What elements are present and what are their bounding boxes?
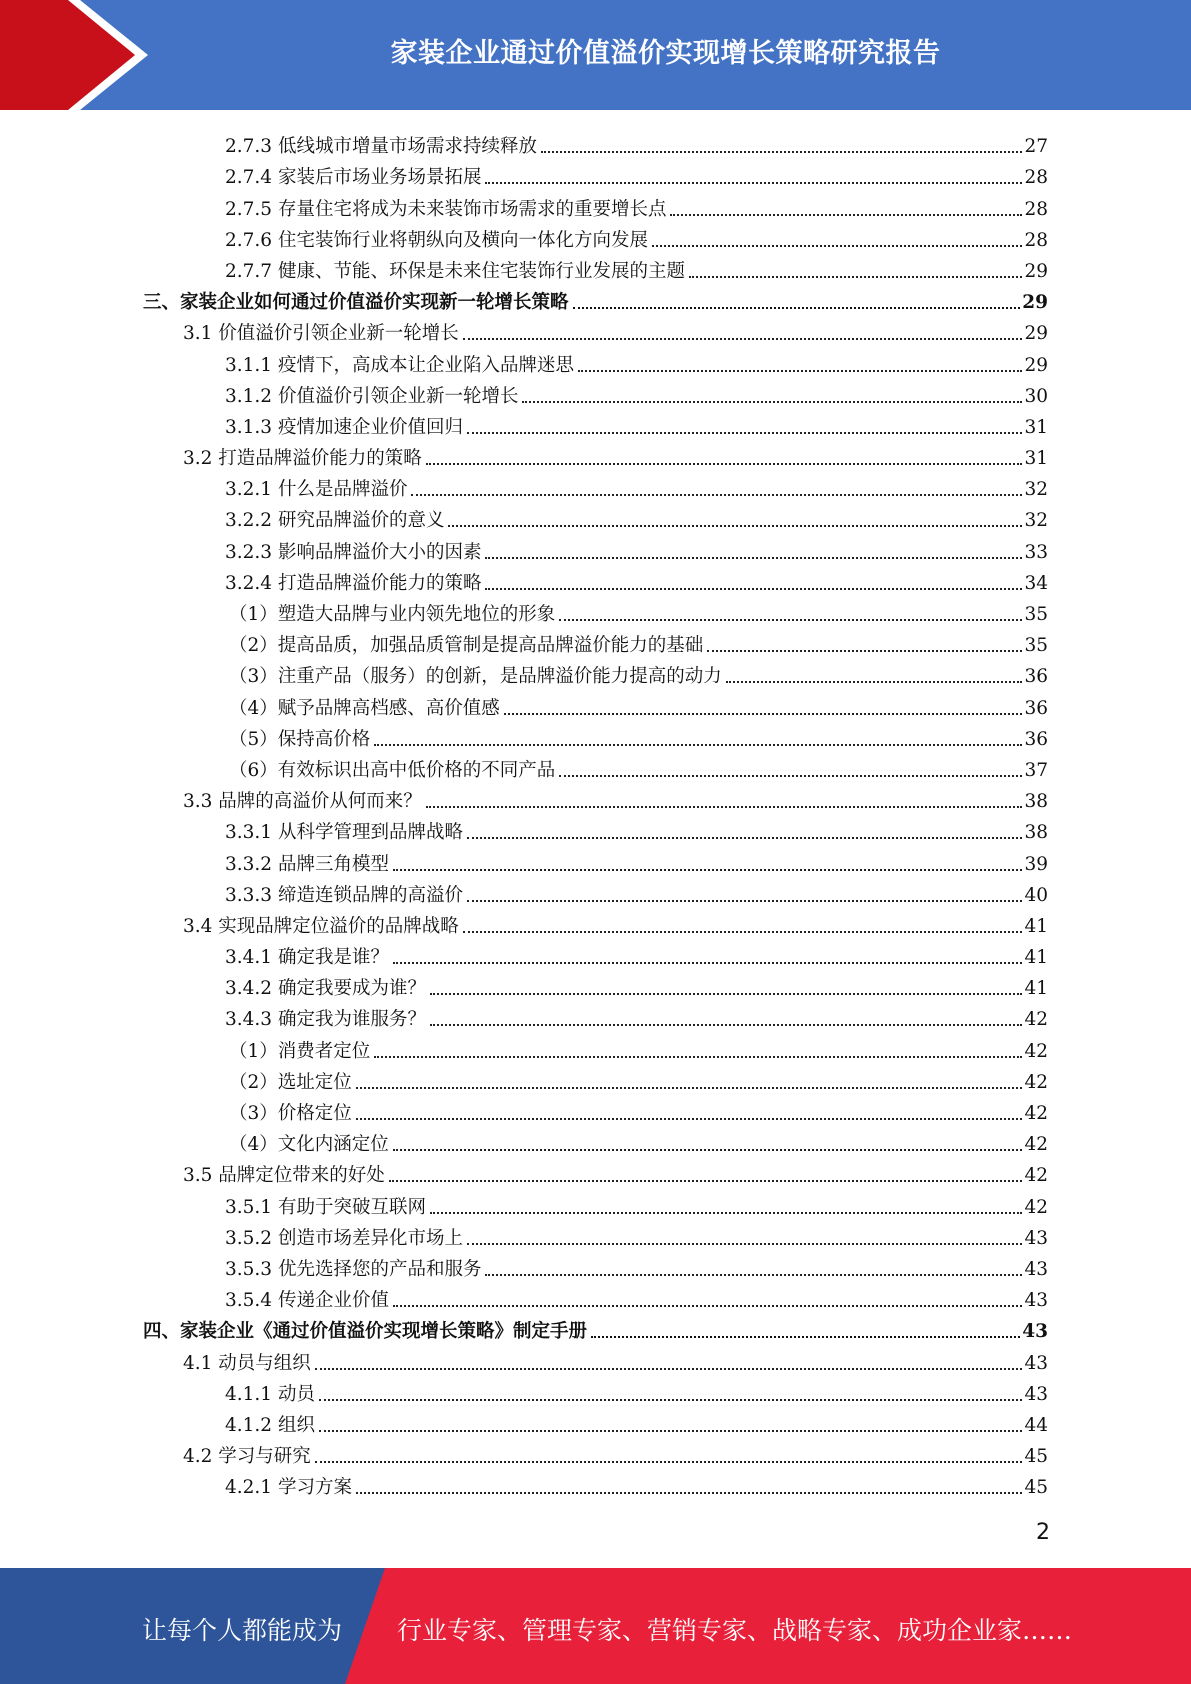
toc-entry[interactable]	[0, 1031, 1191, 1062]
toc-entry[interactable]	[0, 252, 1191, 283]
toc-entry-title: 4.1 动员与组织	[183, 1352, 311, 1374]
toc-dot-leader	[485, 182, 1022, 184]
toc-entry-page: 28	[1024, 229, 1048, 251]
toc-dot-leader	[426, 806, 1023, 808]
toc-entry-page: 45	[1024, 1446, 1048, 1468]
toc-dot-leader	[393, 1149, 1023, 1151]
toc-entry-page: 33	[1024, 541, 1048, 563]
toc-entry-title: 3.4.3 确定我为谁服务？	[225, 1009, 426, 1031]
toc-entry-title: 3.1.1 疫情下，高成本让企业陷入品牌迷思	[225, 354, 574, 376]
toc-dot-leader	[319, 1430, 1023, 1432]
toc-dot-leader	[430, 993, 1022, 995]
toc-entry[interactable]	[0, 969, 1191, 1000]
toc-entry[interactable]	[0, 938, 1191, 969]
footer-slogan-left: 让每个人都能成为	[142, 1616, 343, 1645]
toc-entry[interactable]	[0, 1219, 1191, 1250]
toc-entry[interactable]	[0, 1375, 1191, 1406]
toc-entry[interactable]	[0, 564, 1191, 595]
toc-dot-leader	[315, 1461, 1023, 1463]
toc-entry-page: 38	[1024, 791, 1048, 813]
toc-dot-leader	[411, 494, 1022, 496]
toc-entry-page: 32	[1024, 510, 1048, 532]
toc-dot-leader	[356, 1118, 1023, 1120]
toc-dot-leader	[591, 1336, 1020, 1338]
toc-dot-leader	[393, 1305, 1022, 1307]
toc-entry[interactable]	[0, 657, 1191, 688]
toc-entry-title: （3）注重产品（服务）的创新，是品牌溢价能力提高的动力	[229, 666, 722, 688]
toc-entry-title: 4.1.2 组织	[225, 1414, 315, 1436]
toc-entry-title: 3.5.2 创造市场差异化市场上	[225, 1227, 463, 1249]
toc-entry[interactable]	[0, 158, 1191, 189]
toc-entry[interactable]	[0, 1063, 1191, 1094]
toc-entry-page: 43	[1024, 1352, 1048, 1374]
toc-entry[interactable]	[0, 626, 1191, 657]
toc-dot-leader	[356, 1087, 1023, 1089]
toc-entry-title: 3.4.2 确定我要成为谁？	[225, 978, 426, 1000]
toc-entry-title: 3.5.3 优先选择您的产品和服务	[225, 1258, 482, 1280]
toc-entry-page: 30	[1024, 385, 1048, 407]
toc-entry[interactable]	[0, 1468, 1191, 1499]
toc-entry-page: 35	[1024, 604, 1048, 625]
toc-entry-title: 3.4.1 确定我是谁？	[225, 947, 389, 969]
toc-entry-title: 4.2 学习与研究	[183, 1446, 311, 1468]
toc-entry-page: 37	[1024, 759, 1048, 781]
toc-entry-title: 3.1 价值溢价引领企业新一轮增长	[183, 323, 459, 345]
toc-entry-title: （1）塑造大品牌与业内领先地位的形象	[229, 604, 556, 625]
toc-entry-title: 2.7.6 住宅装饰行业将朝纵向及横向一体化方向发展	[225, 229, 648, 251]
toc-entry-title: 3.3.2 品牌三角模型	[225, 853, 389, 875]
toc-dot-leader	[448, 525, 1022, 527]
page-footer	[0, 1568, 1191, 1684]
table-of-contents	[0, 127, 1191, 1499]
toc-entry-page: 43	[1024, 1290, 1048, 1312]
toc-entry-title: （6）有效标识出高中低价格的不同产品	[229, 759, 556, 781]
toc-dot-leader	[541, 151, 1022, 153]
toc-entry[interactable]	[0, 1281, 1191, 1312]
toc-entry-page: 29	[1024, 354, 1048, 376]
toc-dot-leader	[485, 1274, 1022, 1276]
toc-dot-leader	[485, 557, 1022, 559]
toc-entry[interactable]	[0, 189, 1191, 220]
toc-entry-title: （5）保持高价格	[229, 728, 371, 750]
toc-entry-title: 2.7.3 低线城市增量市场需求持续释放	[225, 136, 537, 158]
toc-entry-page: 44	[1024, 1414, 1048, 1436]
toc-dot-leader	[670, 214, 1022, 216]
toc-entry-title: 4.2.1 学习方案	[225, 1477, 352, 1499]
toc-entry-title: （2）提高品质，加强品质管制是提高品牌溢价能力的基础	[229, 635, 704, 657]
toc-entry[interactable]	[0, 595, 1191, 626]
toc-entry[interactable]	[0, 221, 1191, 252]
toc-entry[interactable]	[0, 1250, 1191, 1281]
toc-dot-leader	[374, 744, 1022, 746]
toc-entry-title: 4.1.1 动员	[225, 1383, 315, 1405]
toc-entry-title: 3.3.1 从科学管理到品牌战略	[225, 822, 463, 844]
toc-entry[interactable]	[0, 439, 1191, 470]
toc-entry-title: （4）文化内涵定位	[229, 1134, 389, 1156]
toc-dot-leader	[467, 837, 1022, 839]
toc-entry[interactable]	[0, 408, 1191, 439]
toc-dot-leader	[430, 1212, 1022, 1214]
toc-dot-leader	[467, 432, 1022, 434]
toc-entry-page: 39	[1024, 853, 1048, 875]
toc-entry-title: 3.2 打造品牌溢价能力的策略	[183, 448, 422, 470]
toc-entry-page: 43	[1024, 1383, 1048, 1405]
toc-dot-leader	[426, 463, 1023, 465]
toc-entry[interactable]	[0, 1156, 1191, 1187]
toc-entry-title: 3.3.3 缔造连锁品牌的高溢价	[225, 884, 463, 906]
toc-dot-leader	[522, 401, 1022, 403]
toc-entry-title: 2.7.5 存量住宅将成为未来装饰市场需求的重要增长点	[225, 198, 667, 220]
toc-dot-leader	[319, 1399, 1023, 1401]
toc-entry[interactable]	[0, 782, 1191, 813]
toc-entry-title: （3）价格定位	[229, 1103, 352, 1124]
toc-entry-page: 31	[1024, 448, 1048, 470]
toc-entry-page: 41	[1024, 978, 1048, 1000]
toc-entry-title: 四、家装企业《通过价值溢价实现增长策略》制定手册	[143, 1321, 588, 1343]
toc-entry-title: 3.4 实现品牌定位溢价的品牌战略	[183, 915, 459, 937]
toc-entry-page: 42	[1024, 1103, 1048, 1124]
toc-entry[interactable]	[0, 720, 1191, 751]
toc-entry[interactable]	[0, 314, 1191, 345]
toc-dot-leader	[559, 775, 1022, 777]
toc-entry-page: 42	[1024, 1040, 1048, 1062]
toc-entry[interactable]	[0, 1094, 1191, 1125]
toc-entry[interactable]	[0, 377, 1191, 408]
toc-entry[interactable]	[0, 532, 1191, 563]
toc-entry-page: 29	[1022, 292, 1048, 314]
toc-entry[interactable]	[0, 1000, 1191, 1031]
toc-dot-leader	[467, 900, 1022, 902]
report-title: 家装企业通过价值溢价实现增长策略研究报告	[390, 37, 941, 69]
toc-entry[interactable]	[0, 470, 1191, 501]
toc-entry-page: 41	[1024, 947, 1048, 969]
toc-entry-page: 35	[1024, 635, 1048, 657]
toc-entry-page: 42	[1024, 1009, 1048, 1031]
toc-entry[interactable]	[0, 501, 1191, 532]
toc-dot-leader	[389, 1180, 1023, 1182]
toc-dot-leader	[356, 1492, 1023, 1494]
toc-dot-leader	[315, 1368, 1023, 1370]
toc-entry-page: 42	[1024, 1165, 1048, 1187]
toc-dot-leader	[559, 619, 1022, 621]
toc-entry-page: 45	[1024, 1477, 1048, 1499]
toc-entry-page: 29	[1024, 260, 1048, 282]
toc-entry-title: （4）赋予品牌高档感、高价值感	[229, 697, 500, 719]
toc-entry[interactable]	[0, 127, 1191, 158]
toc-dot-leader	[652, 245, 1022, 247]
toc-dot-leader	[485, 588, 1022, 590]
toc-entry-page: 36	[1024, 728, 1048, 750]
toc-entry-title: 3.3 品牌的高溢价从何而来？	[183, 791, 422, 813]
toc-dot-leader	[393, 962, 1022, 964]
toc-entry-title: 3.5.1 有助于突破互联网	[225, 1196, 426, 1218]
toc-entry-title: （1）消费者定位	[229, 1040, 371, 1062]
toc-entry[interactable]	[0, 751, 1191, 782]
toc-entry[interactable]	[0, 907, 1191, 938]
toc-entry-title: 2.7.4 家装后市场业务场景拓展	[225, 167, 482, 189]
toc-entry-title: 3.2.2 研究品牌溢价的意义	[225, 510, 445, 532]
toc-entry-page: 42	[1024, 1071, 1048, 1093]
toc-dot-leader	[504, 713, 1023, 715]
toc-entry[interactable]	[0, 688, 1191, 719]
toc-dot-leader	[467, 1243, 1022, 1245]
toc-entry-page: 31	[1024, 416, 1048, 438]
page-header	[0, 0, 1191, 110]
toc-dot-leader	[726, 681, 1023, 683]
toc-dot-leader	[463, 338, 1023, 340]
toc-entry-title: 2.7.7 健康、节能、环保是未来住宅装饰行业发展的主题	[225, 260, 685, 282]
toc-entry[interactable]	[0, 1406, 1191, 1437]
toc-entry-page: 32	[1024, 479, 1048, 501]
toc-entry[interactable]	[0, 813, 1191, 844]
toc-entry[interactable]	[0, 844, 1191, 875]
toc-entry[interactable]	[0, 1125, 1191, 1156]
toc-entry-page: 43	[1024, 1227, 1048, 1249]
toc-entry-page: 40	[1024, 884, 1048, 906]
toc-entry-title: 3.2.1 什么是品牌溢价	[225, 479, 408, 501]
toc-entry-page: 42	[1024, 1134, 1048, 1156]
toc-dot-leader	[463, 931, 1023, 933]
toc-entry-page: 43	[1022, 1321, 1048, 1343]
footer-slogan-right: 行业专家、管理专家、营销专家、战略专家、成功企业家……	[397, 1616, 1073, 1645]
toc-entry-page: 28	[1024, 198, 1048, 220]
toc-entry-title: 3.1.2 价值溢价引领企业新一轮增长	[225, 385, 519, 407]
toc-entry-title: 3.2.3 影响品牌溢价大小的因素	[225, 541, 482, 563]
toc-dot-leader	[393, 869, 1022, 871]
toc-entry-page: 29	[1024, 323, 1048, 345]
toc-dot-leader	[689, 276, 1022, 278]
toc-entry-title: （2）选址定位	[229, 1071, 352, 1093]
toc-entry[interactable]	[0, 1437, 1191, 1468]
toc-dot-leader	[374, 1056, 1022, 1058]
toc-entry-title: 3.2.4 打造品牌溢价能力的策略	[225, 572, 482, 594]
toc-entry[interactable]	[0, 876, 1191, 907]
toc-entry-page: 27	[1024, 136, 1048, 158]
toc-dot-leader	[578, 370, 1022, 372]
toc-entry-page: 34	[1024, 572, 1048, 594]
toc-entry-page: 41	[1024, 915, 1048, 937]
toc-entry[interactable]	[0, 1312, 1191, 1343]
toc-dot-leader	[707, 650, 1022, 652]
toc-entry-title: 3.5.4 传递企业价值	[225, 1290, 389, 1312]
toc-entry-page: 28	[1024, 167, 1048, 189]
toc-entry-page: 36	[1024, 666, 1048, 688]
page-number: 2	[1036, 1520, 1050, 1545]
toc-entry[interactable]	[0, 1343, 1191, 1374]
toc-entry[interactable]	[0, 345, 1191, 376]
toc-dot-leader	[573, 307, 1021, 309]
toc-entry-page: 43	[1024, 1258, 1048, 1280]
toc-entry-title: 3.5 品牌定位带来的好处	[183, 1165, 385, 1187]
toc-entry-page: 38	[1024, 822, 1048, 844]
toc-entry-page: 36	[1024, 697, 1048, 719]
toc-entry-page: 42	[1024, 1196, 1048, 1218]
toc-entry[interactable]	[0, 283, 1191, 314]
toc-entry[interactable]	[0, 1187, 1191, 1218]
toc-dot-leader	[430, 1024, 1022, 1026]
toc-entry-title: 3.1.3 疫情加速企业价值回归	[225, 416, 463, 438]
toc-entry-title: 三、家装企业如何通过价值溢价实现新一轮增长策略	[143, 292, 569, 314]
